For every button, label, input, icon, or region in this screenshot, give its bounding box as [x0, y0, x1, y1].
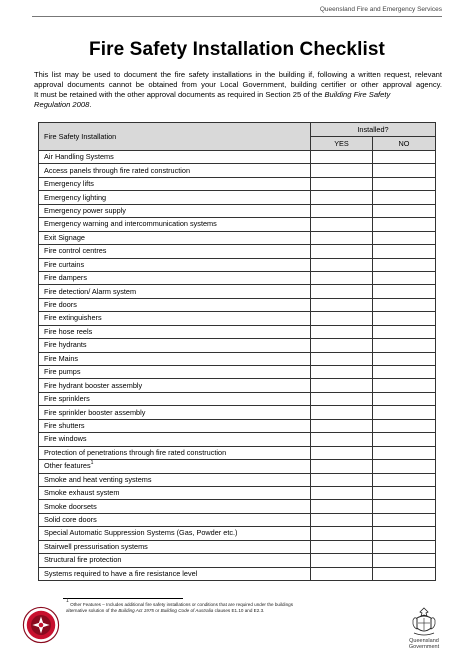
intro-paragraph	[34, 70, 442, 110]
installed-no-cell[interactable]	[373, 446, 436, 459]
installed-yes-cell[interactable]	[311, 366, 373, 379]
installed-yes-cell[interactable]	[311, 554, 373, 567]
table-row	[39, 513, 436, 526]
installed-yes-cell[interactable]	[311, 433, 373, 446]
table-row	[39, 285, 436, 298]
footnote: $^1$ Other Features – Includes additional fire safety installations or conditions that are required under the buildings alternative solution of the Building Act 1975 or Building Code of Australia clauses E1.10 and E2.3.	[66, 598, 293, 613]
queensland-government-logo	[404, 604, 444, 656]
table-row	[39, 204, 436, 217]
installed-no-cell[interactable]	[373, 151, 436, 164]
installation-label: Fire sprinkler booster assembly	[39, 406, 311, 419]
installed-yes-cell[interactable]	[311, 513, 373, 526]
installation-label: Fire doors	[39, 298, 311, 311]
installed-no-cell[interactable]	[373, 527, 436, 540]
installed-yes-cell[interactable]	[311, 473, 373, 486]
table-row	[39, 554, 436, 567]
installed-no-cell[interactable]	[373, 312, 436, 325]
table-row	[39, 325, 436, 338]
installation-label: Air Handling Systems	[39, 151, 311, 164]
installed-no-cell[interactable]	[373, 352, 436, 365]
installed-no-cell[interactable]	[373, 285, 436, 298]
queensland-word: Queensland	[409, 638, 439, 644]
installed-yes-cell[interactable]	[311, 392, 373, 405]
installation-label: Solid core doors	[39, 513, 311, 526]
installation-label: Fire dampers	[39, 271, 311, 284]
installed-yes-cell[interactable]	[311, 285, 373, 298]
table-row	[39, 500, 436, 513]
installation-label: Fire pumps	[39, 366, 311, 379]
installed-yes-cell[interactable]	[311, 177, 373, 190]
intro-line-4: Regulation 2008.	[34, 100, 92, 109]
table-row	[39, 191, 436, 204]
installed-no-cell[interactable]	[373, 392, 436, 405]
installed-yes-cell[interactable]	[311, 218, 373, 231]
installed-yes-cell[interactable]	[311, 527, 373, 540]
table-row	[39, 392, 436, 405]
table-row	[39, 231, 436, 244]
installation-label: Emergency warning and intercommunication systems	[39, 218, 311, 231]
installed-no-cell[interactable]	[373, 204, 436, 217]
installed-no-cell[interactable]	[373, 366, 436, 379]
installed-yes-cell[interactable]	[311, 312, 373, 325]
installed-no-cell[interactable]	[373, 567, 436, 580]
installed-no-cell[interactable]	[373, 406, 436, 419]
table-row	[39, 433, 436, 446]
installed-no-cell[interactable]	[373, 513, 436, 526]
page-title: Fire Safety Installation Checklist	[89, 39, 385, 60]
installation-column-header: Fire Safety Installation	[39, 123, 311, 151]
table-row	[39, 366, 436, 379]
installation-label: Fire Mains	[39, 352, 311, 365]
installed-no-cell[interactable]	[373, 486, 436, 499]
table-row	[39, 486, 436, 499]
table-row	[39, 258, 436, 271]
installed-yes-cell[interactable]	[311, 245, 373, 258]
table-row	[39, 245, 436, 258]
installed-no-cell[interactable]	[373, 379, 436, 392]
installation-label: Fire curtains	[39, 258, 311, 271]
table-row	[39, 298, 436, 311]
installation-label: Fire windows	[39, 433, 311, 446]
installation-label: Smoke doorsets	[39, 500, 311, 513]
table-row	[39, 419, 436, 432]
installed-yes-cell[interactable]	[311, 271, 373, 284]
table-row	[39, 567, 436, 580]
qfes-badge-icon	[22, 606, 60, 644]
intro-line-2: approval documents cannot be obtained from your Local Government, building certifier or other approval agency.	[34, 80, 442, 89]
table-row	[39, 446, 436, 459]
installed-no-cell[interactable]	[373, 271, 436, 284]
installed-no-cell[interactable]	[373, 177, 436, 190]
installation-label: Fire control centres	[39, 245, 311, 258]
installation-label: Exit Signage	[39, 231, 311, 244]
government-word: Government	[408, 644, 440, 650]
installation-checklist-table	[38, 122, 436, 581]
table-row	[39, 164, 436, 177]
installation-label: Fire shutters	[39, 419, 311, 432]
installation-label: Emergency lifts	[39, 177, 311, 190]
installed-no-cell[interactable]	[373, 540, 436, 553]
installed-yes-cell[interactable]	[311, 406, 373, 419]
checklist-body	[39, 151, 436, 581]
installed-no-cell[interactable]	[373, 500, 436, 513]
installation-label: Fire hydrants	[39, 339, 311, 352]
installed-yes-cell[interactable]	[311, 164, 373, 177]
table-row	[39, 460, 436, 473]
installed-yes-cell[interactable]	[311, 339, 373, 352]
installed-no-cell[interactable]	[373, 419, 436, 432]
installed-no-cell[interactable]	[373, 325, 436, 338]
table-row	[39, 527, 436, 540]
installed-yes-cell[interactable]	[311, 460, 373, 473]
table-row	[39, 406, 436, 419]
installed-yes-cell[interactable]	[311, 352, 373, 365]
installed-yes-cell[interactable]	[311, 540, 373, 553]
installed-yes-cell[interactable]	[311, 151, 373, 164]
installation-label: Smoke and heat venting systems	[39, 473, 311, 486]
installed-no-cell[interactable]	[373, 164, 436, 177]
table-row	[39, 352, 436, 365]
header-divider	[32, 16, 442, 17]
installed-no-cell[interactable]	[373, 245, 436, 258]
footnote-reference: 1	[90, 460, 94, 467]
table-row	[39, 151, 436, 164]
yes-column-header: YES	[311, 137, 373, 151]
installed-no-cell[interactable]	[373, 191, 436, 204]
installation-label: Structural fire protection	[39, 554, 311, 567]
no-column-header: NO	[373, 137, 436, 151]
installed-yes-cell[interactable]	[311, 486, 373, 499]
installation-label: Protection of penetrations through fire rated construction	[39, 446, 311, 459]
installed-no-cell[interactable]	[373, 433, 436, 446]
intro-line-3: It must be retained with the other approval documents as required in Section 25 of the Building Fire Safety	[34, 90, 391, 99]
installed-no-cell[interactable]	[373, 473, 436, 486]
installed-yes-cell[interactable]	[311, 231, 373, 244]
installation-label: Fire hose reels	[39, 325, 311, 338]
installed-yes-cell[interactable]	[311, 298, 373, 311]
installed-no-cell[interactable]	[373, 258, 436, 271]
table-row	[39, 177, 436, 190]
installed-no-cell[interactable]	[373, 554, 436, 567]
installation-label: Emergency power supply	[39, 204, 311, 217]
installed-yes-cell[interactable]	[311, 325, 373, 338]
table-row	[39, 540, 436, 553]
table-row	[39, 379, 436, 392]
installed-no-cell[interactable]	[373, 218, 436, 231]
table-row	[39, 271, 436, 284]
installed-yes-cell[interactable]	[311, 258, 373, 271]
installed-yes-cell[interactable]	[311, 567, 373, 580]
installation-label: Fire detection/ Alarm system	[39, 285, 311, 298]
installation-label: Smoke exhaust system	[39, 486, 311, 499]
installed-yes-cell[interactable]	[311, 419, 373, 432]
table-row	[39, 339, 436, 352]
table-row	[39, 312, 436, 325]
regulation-name: Building Fire Safety	[324, 90, 391, 99]
installed-yes-cell[interactable]	[311, 379, 373, 392]
installation-label: Systems required to have a fire resistance level	[39, 567, 311, 580]
installed-column-header: Installed?	[311, 123, 436, 137]
installed-yes-cell[interactable]	[311, 191, 373, 204]
queensland-crest-icon	[410, 604, 438, 638]
installed-yes-cell[interactable]	[311, 500, 373, 513]
installation-label: Access panels through fire rated construction	[39, 164, 311, 177]
installation-label: Stairwell pressurisation systems	[39, 540, 311, 553]
installation-label: Fire hydrant booster assembly	[39, 379, 311, 392]
installation-label: Fire extinguishers	[39, 312, 311, 325]
installed-no-cell[interactable]	[373, 231, 436, 244]
installed-yes-cell[interactable]	[311, 446, 373, 459]
intro-line-1: This list may be used to document the fire safety installations in the building if, following a written request, relevant	[34, 70, 442, 79]
installation-label: Special Automatic Suppression Systems (Gas, Powder etc.)	[39, 527, 311, 540]
installed-no-cell[interactable]	[373, 339, 436, 352]
installation-label: Emergency lighting	[39, 191, 311, 204]
installation-label: Other features$^1$	[39, 460, 311, 473]
installed-no-cell[interactable]	[373, 460, 436, 473]
installed-yes-cell[interactable]	[311, 204, 373, 217]
table-row	[39, 473, 436, 486]
installed-no-cell[interactable]	[373, 298, 436, 311]
organisation-header: Queensland Fire and Emergency Services	[319, 6, 442, 13]
footnote-divider	[63, 598, 183, 599]
installation-label: Fire sprinklers	[39, 392, 311, 405]
table-row	[39, 218, 436, 231]
